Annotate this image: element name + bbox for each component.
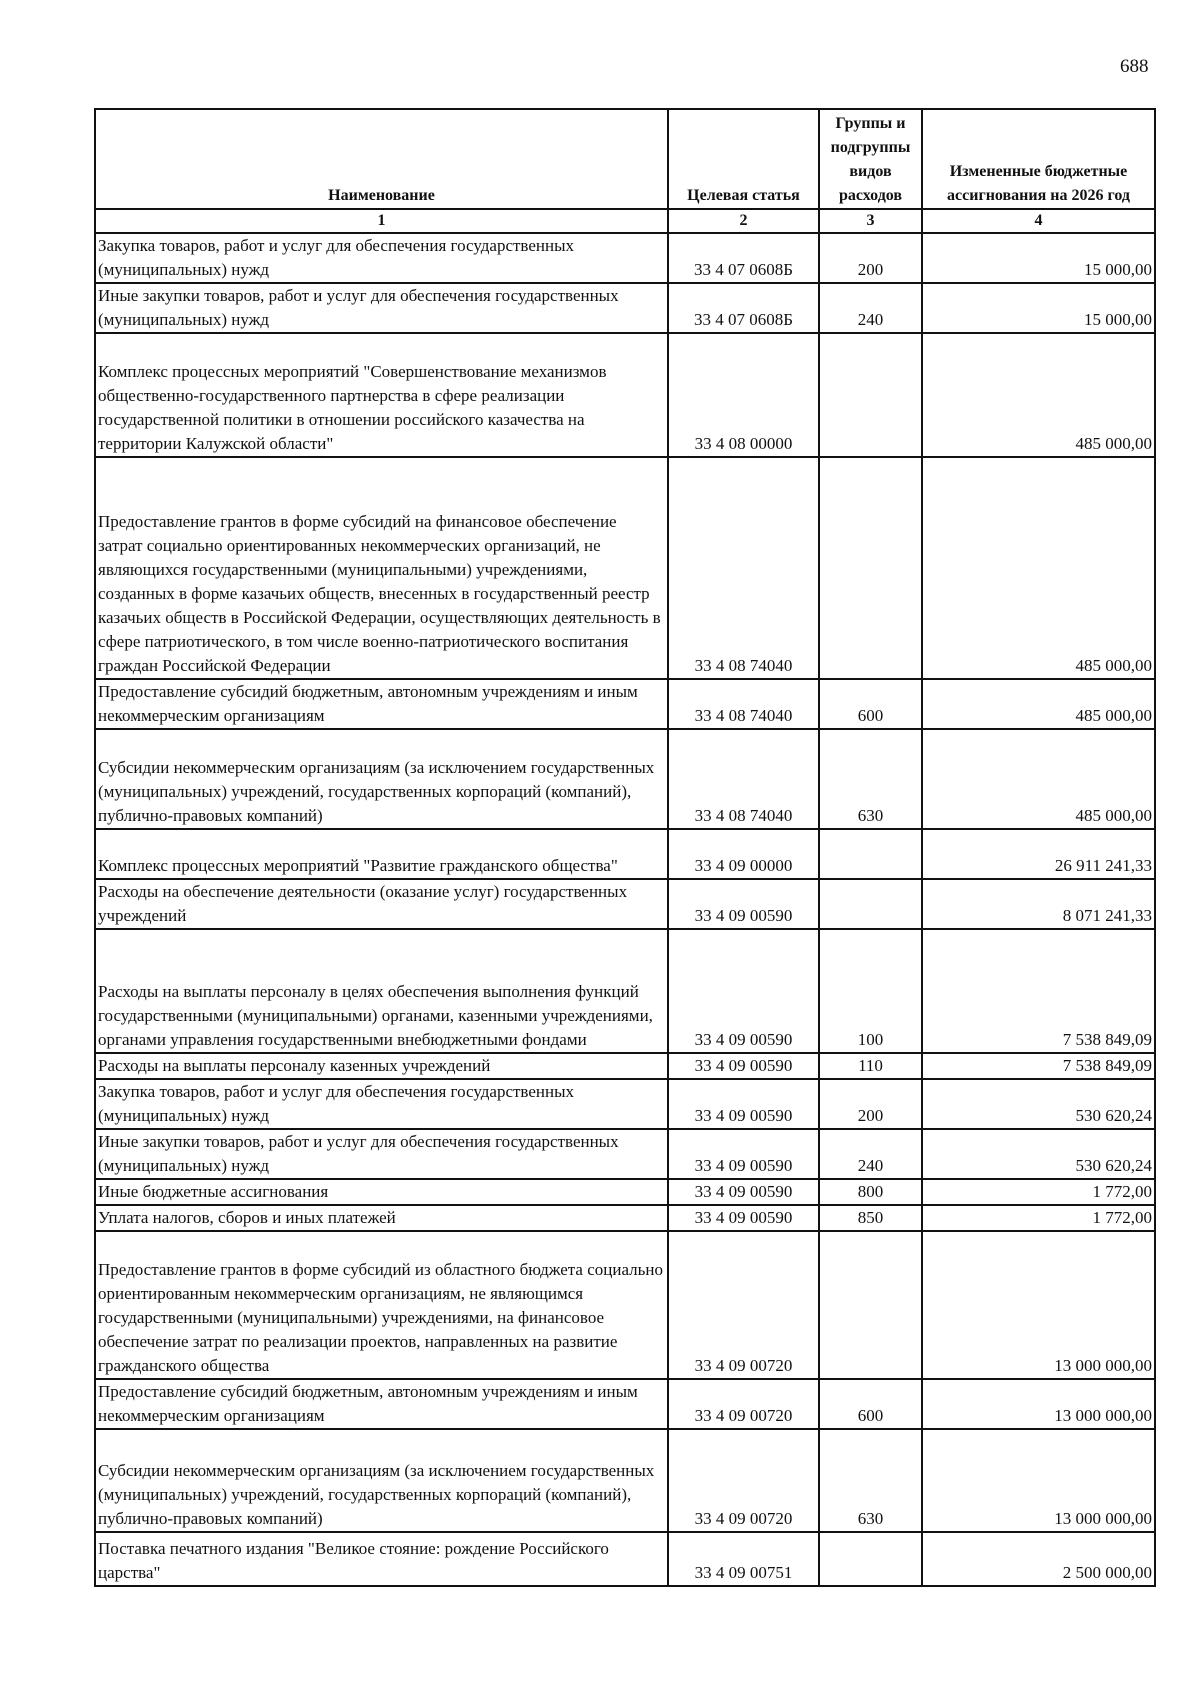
- row-name: Иные закупки товаров, работ и услуг для обеспечения государственных (муниципальных) нужд: [95, 1129, 668, 1179]
- row-group-code: 110: [819, 1053, 922, 1079]
- row-name: Предоставление субсидий бюджетным, автономным учреждениям и иным некоммерческим организациям: [95, 679, 668, 729]
- row-amount: 7 538 849,09: [922, 1053, 1155, 1079]
- table-row: [95, 283, 1155, 333]
- table-row: [95, 1231, 1155, 1379]
- table-row: [95, 457, 1155, 679]
- budget-table: [94, 108, 1156, 1587]
- row-target-code: 33 4 07 0608Б: [668, 283, 819, 333]
- row-group-code: 100: [819, 929, 922, 1053]
- row-group-code: [819, 457, 922, 679]
- row-name: Предоставление субсидий бюджетным, автономным учреждениям и иным некоммерческим организациям: [95, 1379, 668, 1429]
- row-target-code: 33 4 08 00000: [668, 333, 819, 457]
- row-amount: 1 772,00: [922, 1205, 1155, 1231]
- table-body: [95, 233, 1155, 1586]
- table-row: [95, 1053, 1155, 1079]
- row-group-code: 200: [819, 1079, 922, 1129]
- row-target-code: 33 4 09 00590: [668, 1129, 819, 1179]
- row-target-code: 33 4 09 00720: [668, 1231, 819, 1379]
- row-amount: 485 000,00: [922, 333, 1155, 457]
- table-row: [95, 879, 1155, 929]
- row-amount: 2 500 000,00: [922, 1532, 1155, 1586]
- table-row: [95, 929, 1155, 1053]
- row-name: Предоставление грантов в форме субсидий из областного бюджета социально ориентированным некоммерческим организациям, не являющимся государственными (муниципальными) учреждениями, на финансовое обеспечение затрат по реализации проектов, направленных на развитие гражданского общества: [95, 1231, 668, 1379]
- row-name: Субсидии некоммерческим организациям (за исключением государственных (муниципальных) учреждений, государственных корпораций (компаний), публично-правовых компаний): [95, 729, 668, 829]
- row-group-code: 200: [819, 233, 922, 283]
- row-target-code: 33 4 08 74040: [668, 457, 819, 679]
- row-name: Иные бюджетные ассигнования: [95, 1179, 668, 1205]
- header-group: Группы и подгруппы видов расходов: [819, 109, 922, 209]
- row-group-code: 850: [819, 1205, 922, 1231]
- table-row: [95, 829, 1155, 879]
- column-number: 3: [819, 209, 922, 233]
- row-name: Закупка товаров, работ и услуг для обеспечения государственных (муниципальных) нужд: [95, 233, 668, 283]
- row-group-code: [819, 829, 922, 879]
- row-group-code: [819, 879, 922, 929]
- row-amount: 485 000,00: [922, 457, 1155, 679]
- table-row: [95, 233, 1155, 283]
- row-group-code: 630: [819, 1429, 922, 1532]
- row-amount: 26 911 241,33: [922, 829, 1155, 879]
- table-row: [95, 1205, 1155, 1231]
- row-group-code: 630: [819, 729, 922, 829]
- table-row: [95, 1379, 1155, 1429]
- header-target: Целевая статья: [668, 109, 819, 209]
- column-number-row: [95, 209, 1155, 233]
- row-target-code: 33 4 09 00720: [668, 1429, 819, 1532]
- row-amount: 15 000,00: [922, 283, 1155, 333]
- row-target-code: 33 4 09 00590: [668, 879, 819, 929]
- row-target-code: 33 4 09 00720: [668, 1379, 819, 1429]
- table-row: [95, 679, 1155, 729]
- row-group-code: [819, 1231, 922, 1379]
- row-group-code: 240: [819, 1129, 922, 1179]
- table-row: [95, 1429, 1155, 1532]
- row-name: Предоставление грантов в форме субсидий на финансовое обеспечение затрат социально ориентированных некоммерческих организаций, не являющихся государственными (муниципальными) учреждениями, созданных в форме казачьих обществ, внесенных в государственный реестр казачьих обществ в Российской Федерации, осуществляющих деятельность в сфере патриотического, в том числе военно-патриотического воспитания граждан Российской Федерации: [95, 457, 668, 679]
- row-target-code: 33 4 08 74040: [668, 679, 819, 729]
- column-number: 4: [922, 209, 1155, 233]
- row-target-code: 33 4 09 00590: [668, 1053, 819, 1079]
- table-row: [95, 333, 1155, 457]
- row-target-code: 33 4 09 00590: [668, 1179, 819, 1205]
- row-group-code: [819, 1532, 922, 1586]
- row-name: Уплата налогов, сборов и иных платежей: [95, 1205, 668, 1231]
- row-target-code: 33 4 08 74040: [668, 729, 819, 829]
- row-group-code: 600: [819, 1379, 922, 1429]
- row-target-code: 33 4 07 0608Б: [668, 233, 819, 283]
- header-row: [95, 109, 1155, 209]
- row-group-code: 600: [819, 679, 922, 729]
- row-name: Расходы на обеспечение деятельности (оказание услуг) государственных учреждений: [95, 879, 668, 929]
- table-row: [95, 1079, 1155, 1129]
- row-amount: 1 772,00: [922, 1179, 1155, 1205]
- row-amount: 530 620,24: [922, 1129, 1155, 1179]
- row-amount: 13 000 000,00: [922, 1231, 1155, 1379]
- row-amount: 13 000 000,00: [922, 1429, 1155, 1532]
- row-amount: 13 000 000,00: [922, 1379, 1155, 1429]
- row-group-code: [819, 333, 922, 457]
- row-name: Закупка товаров, работ и услуг для обеспечения государственных (муниципальных) нужд: [95, 1079, 668, 1129]
- row-amount: 485 000,00: [922, 729, 1155, 829]
- row-amount: 485 000,00: [922, 679, 1155, 729]
- column-number: 1: [95, 209, 668, 233]
- row-target-code: 33 4 09 00590: [668, 1079, 819, 1129]
- header-name: Наименование: [95, 109, 668, 209]
- row-name: Расходы на выплаты персоналу казенных учреждений: [95, 1053, 668, 1079]
- page-number: 688: [1120, 56, 1149, 77]
- row-target-code: 33 4 09 00000: [668, 829, 819, 879]
- row-group-code: 800: [819, 1179, 922, 1205]
- row-name: Расходы на выплаты персоналу в целях обеспечения выполнения функций государственными (муниципальными) органами, казенными учреждениями, органами управления государственными внебюджетными фондами: [95, 929, 668, 1053]
- table-row: [95, 729, 1155, 829]
- table-header: [95, 109, 1155, 233]
- row-name: Комплекс процессных мероприятий "Совершенствование механизмов общественно-государственного партнерства в сфере реализации государственной политики в отношении российского казачества на территории Калужской области": [95, 333, 668, 457]
- row-name: Комплекс процессных мероприятий "Развитие гражданского общества": [95, 829, 668, 879]
- row-name: Субсидии некоммерческим организациям (за исключением государственных (муниципальных) учреждений, государственных корпораций (компаний), публично-правовых компаний): [95, 1429, 668, 1532]
- row-name: Иные закупки товаров, работ и услуг для обеспечения государственных (муниципальных) нужд: [95, 283, 668, 333]
- row-amount: 8 071 241,33: [922, 879, 1155, 929]
- table-row: [95, 1129, 1155, 1179]
- column-number: 2: [668, 209, 819, 233]
- row-target-code: 33 4 09 00590: [668, 929, 819, 1053]
- row-target-code: 33 4 09 00590: [668, 1205, 819, 1231]
- row-amount: 15 000,00: [922, 233, 1155, 283]
- header-amount: Измененные бюджетные ассигнования на 2026 год: [922, 109, 1155, 209]
- table-row: [95, 1532, 1155, 1586]
- row-amount: 530 620,24: [922, 1079, 1155, 1129]
- row-name: Поставка печатного издания "Великое стояние: рождение Российского царства": [95, 1532, 668, 1586]
- row-group-code: 240: [819, 283, 922, 333]
- row-target-code: 33 4 09 00751: [668, 1532, 819, 1586]
- row-amount: 7 538 849,09: [922, 929, 1155, 1053]
- table-row: [95, 1179, 1155, 1205]
